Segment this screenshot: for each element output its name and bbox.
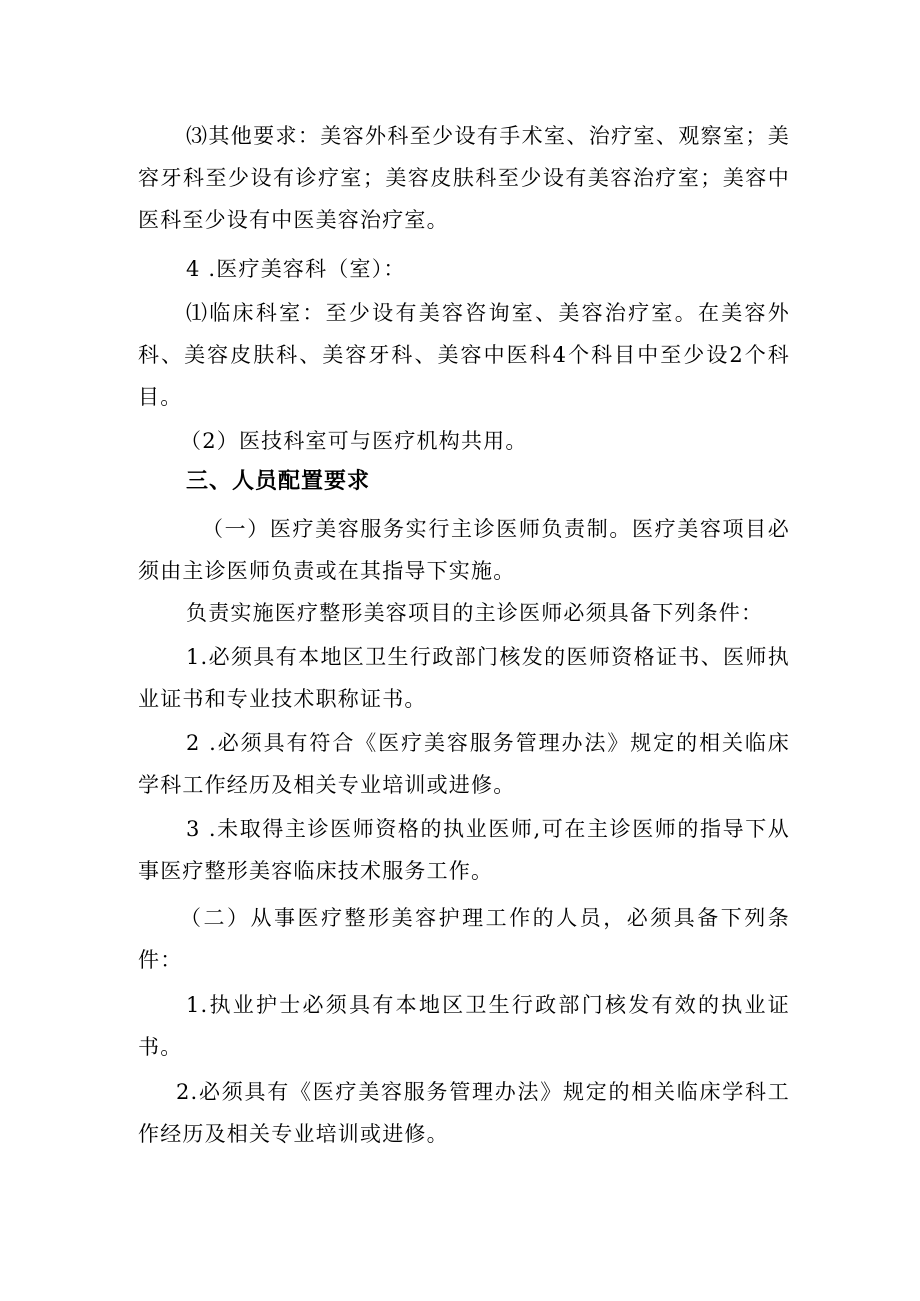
- paragraph-nursing-staff-conditions: （二）从事医疗整形美容护理工作的人员，必须具备下列条件：: [138, 906, 790, 972]
- paragraph-medical-technology-department: （2）医技科室可与医疗机构共用。: [180, 429, 528, 453]
- list-item-physician-experience: 2 .必须具有符合《医疗美容服务管理办法》规定的相关临床学科工作经历及相关专业培训或进修。: [138, 731, 790, 797]
- paragraph-chief-physician-conditions: 负责实施医疗整形美容项目的主诊医师必须具备下列条件：: [186, 601, 764, 625]
- list-item-physician-certificate: 1.必须具有本地区卫生行政部门核发的医师资格证书、医师执业证书和专业技术职称证书。: [138, 645, 790, 711]
- paragraph-medical-beauty-department: 4 .医疗美容科（室）：: [186, 257, 406, 281]
- section-heading-staffing: 三、人员配置要求: [186, 469, 371, 494]
- paragraph-clinical-department: ⑴临床科室：至少设有美容咨询室、美容治疗室。在美容外科、美容皮肤科、美容牙科、美容中医科4个科目中至少设2个科目。: [138, 301, 790, 409]
- list-item-nurse-certificate: 1.执业护士必须具有本地区卫生行政部门核发有效的执业证书。: [138, 993, 790, 1059]
- list-item-practicing-physician: 3 .未取得主诊医师资格的执业医师,可在主诊医师的指导下从事医疗整形美容临床技术服务工作。: [138, 817, 790, 883]
- paragraph-other-requirements: ⑶其他要求：美容外科至少设有手术室、治疗室、观察室；美容牙科至少设有诊疗室；美容皮肤科至少设有美容治疗室；美容中医科至少设有中医美容治疗室。: [138, 124, 790, 232]
- list-item-nurse-experience: 2.必须具有《医疗美容服务管理办法》规定的相关临床学科工作经历及相关专业培训或进修。: [138, 1080, 790, 1146]
- paragraph-chief-physician-system: （一）医疗美容服务实行主诊医师负责制。医疗美容项目必须由主诊医师负责或在其指导下实施。: [138, 517, 790, 583]
